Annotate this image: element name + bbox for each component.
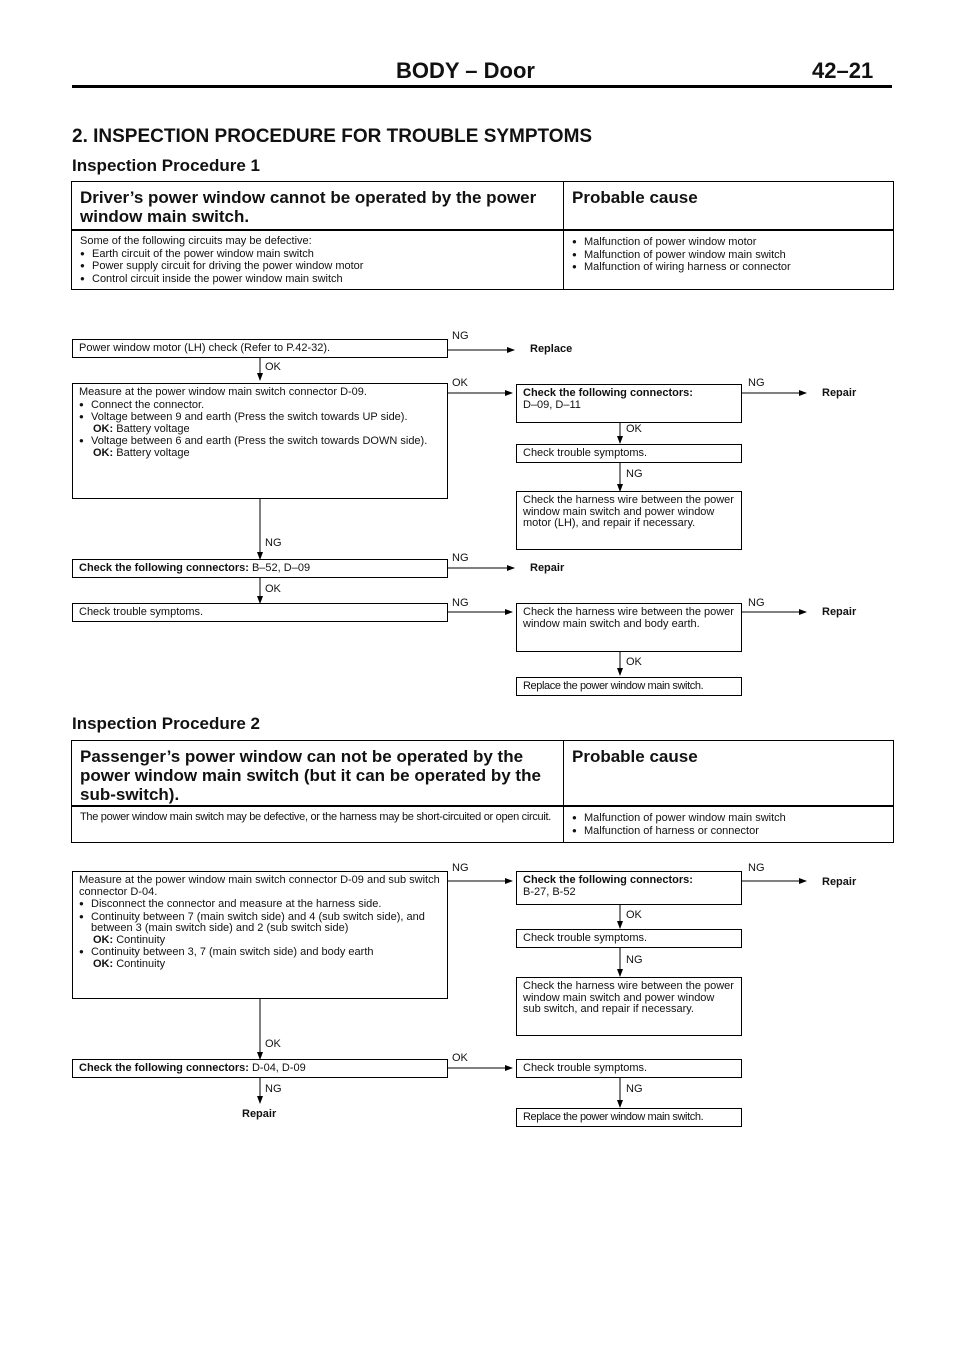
- ok-label: OK:: [93, 933, 114, 946]
- measure-connector-box: [72, 383, 448, 499]
- motor-check-box: Power window motor (LH) check (Refer to P.42-32).: [72, 339, 448, 358]
- ng-label: NG: [626, 954, 643, 966]
- trouble-symptoms-box: Check trouble symptoms.: [516, 1059, 742, 1078]
- cause-item: ● Malfunction of power window main switch: [572, 249, 885, 262]
- ng-label: NG: [748, 597, 765, 609]
- procedure-2-table: [71, 740, 894, 843]
- ng-label: NG: [626, 1083, 643, 1095]
- ok-label: OK:: [93, 957, 114, 970]
- connector-list: B–52, D–09: [251, 562, 311, 574]
- ng-label: NG: [748, 862, 765, 874]
- repair-label: Repair: [530, 562, 565, 574]
- ok-value: Battery voltage: [116, 446, 190, 459]
- description-intro: Some of the following circuits may be defective:: [80, 235, 312, 247]
- repair-label: Repair: [822, 387, 857, 399]
- ng-label: NG: [626, 468, 643, 480]
- connector-check-label: Check the following connectors:: [79, 562, 249, 574]
- ng-label: NG: [452, 597, 469, 609]
- replace-switch-box: Replace the power window main switch.: [516, 1108, 742, 1127]
- ok-value: Continuity: [116, 957, 166, 970]
- symptom-heading: Driver’s power window cannot be operated by the power window main switch.: [72, 182, 564, 229]
- measure-intro: Measure at the power window main switch connector D-09 and sub switch connector D-04.: [79, 874, 440, 898]
- connector-check-box: [516, 384, 742, 423]
- repair-label: Repair: [242, 1108, 277, 1120]
- measure-step: ● Connect the connector.: [79, 399, 441, 412]
- ok-label: OK: [626, 909, 642, 921]
- connector-check-box: [516, 871, 742, 905]
- measure-step: ● Disconnect the connector and measure at the harness side.: [79, 898, 441, 911]
- cause-item: ● Malfunction of power window main switch: [572, 812, 885, 825]
- repair-label: Repair: [822, 606, 857, 618]
- connector-check-label: Check the following connectors:: [523, 874, 693, 886]
- harness-check-box: Check the harness wire between the power window main switch and power window motor (LH), and repair if necessary.: [516, 491, 742, 550]
- measure-step: ● Continuity between 3, 7 (main switch side) and body earth: [79, 946, 441, 959]
- measure-step: ● Voltage between 6 and earth (Press the switch towards DOWN side).: [79, 435, 441, 448]
- ok-label: OK: [626, 656, 642, 668]
- page-number: 42–21: [812, 58, 874, 83]
- measure-step: ● Voltage between 9 and earth (Press the switch towards UP side).: [79, 411, 441, 424]
- ok-label: OK: [265, 583, 281, 595]
- probable-cause-heading: Probable cause: [572, 188, 698, 207]
- connector-check-box: [72, 1059, 448, 1078]
- repair-label: Repair: [822, 876, 857, 888]
- trouble-symptoms-box: Check trouble symptoms.: [516, 444, 742, 463]
- replace-switch-box: Replace the power window main switch.: [516, 677, 742, 696]
- connector-check-label: Check the following connectors:: [523, 387, 693, 399]
- ok-label: OK: [265, 361, 281, 373]
- probable-cause-heading: Probable cause: [572, 747, 698, 766]
- ok-criterion: [79, 448, 441, 460]
- harness-earth-check-box: Check the harness wire between the power window main switch and body earth.: [516, 603, 742, 652]
- ok-label: OK:: [93, 422, 114, 435]
- connector-list: D-04, D-09: [251, 1062, 306, 1074]
- probable-cause-list: [564, 807, 893, 842]
- ok-label: OK: [452, 1052, 468, 1064]
- cause-item: ● Malfunction of power window motor: [572, 236, 885, 249]
- symptom-description: The power window main switch may be defective, or the harness may be short-circuited or open circuit.: [72, 807, 564, 842]
- harness-check-box: Check the harness wire between the power window main switch and power window sub switch, and repair if necessary.: [516, 977, 742, 1036]
- ok-value: Continuity: [116, 933, 166, 946]
- measure-step: ● Continuity between 7 (main switch side) and 4 (sub switch side), and between 3 (main switch side) and 2 (sub switch side): [79, 911, 441, 935]
- procedure-2-title: Inspection Procedure 2: [72, 714, 260, 733]
- procedure-1-title: Inspection Procedure 1: [72, 156, 260, 175]
- description-item: ● Power supply circuit for driving the power window motor: [80, 260, 555, 273]
- connector-check-box: [72, 559, 448, 578]
- measure-connector-box: [72, 871, 448, 999]
- description-item: ● Control circuit inside the power window main switch: [80, 273, 555, 286]
- symptom-heading: Passenger’s power window can not be operated by the power window main switch (but it can be operated by the sub-switch).: [72, 741, 564, 805]
- connector-list: D–09, D–11: [523, 398, 581, 411]
- ng-label: NG: [265, 1083, 282, 1095]
- ng-label: NG: [452, 862, 469, 874]
- trouble-symptoms-box: Check trouble symptoms.: [516, 929, 742, 948]
- ng-label: NG: [452, 552, 469, 564]
- ok-criterion: [79, 935, 441, 947]
- ok-label: OK:: [93, 446, 114, 459]
- ng-label: NG: [265, 537, 282, 549]
- trouble-symptoms-box: Check trouble symptoms.: [72, 603, 448, 622]
- ng-label: NG: [452, 330, 469, 342]
- ok-label: OK: [626, 423, 642, 435]
- description-item: ● Earth circuit of the power window main switch: [80, 248, 555, 261]
- cause-item: ● Malfunction of wiring harness or connector: [572, 261, 885, 274]
- ok-criterion: [79, 424, 441, 436]
- page-header-title: BODY – Door: [396, 58, 535, 83]
- cause-item: ● Malfunction of harness or connector: [572, 825, 885, 838]
- ng-label: NG: [748, 377, 765, 389]
- section-title: 2. INSPECTION PROCEDURE FOR TROUBLE SYMPTOMS: [72, 126, 593, 147]
- ok-label: OK: [452, 377, 468, 389]
- measure-intro: Measure at the power window main switch connector D-09.: [79, 386, 367, 398]
- connector-list: B-27, B-52: [523, 885, 576, 898]
- connector-check-label: Check the following connectors:: [79, 1062, 249, 1074]
- ok-value: Battery voltage: [116, 422, 190, 435]
- ok-criterion: [79, 959, 441, 971]
- ok-label: OK: [265, 1038, 281, 1050]
- replace-label: Replace: [530, 343, 573, 355]
